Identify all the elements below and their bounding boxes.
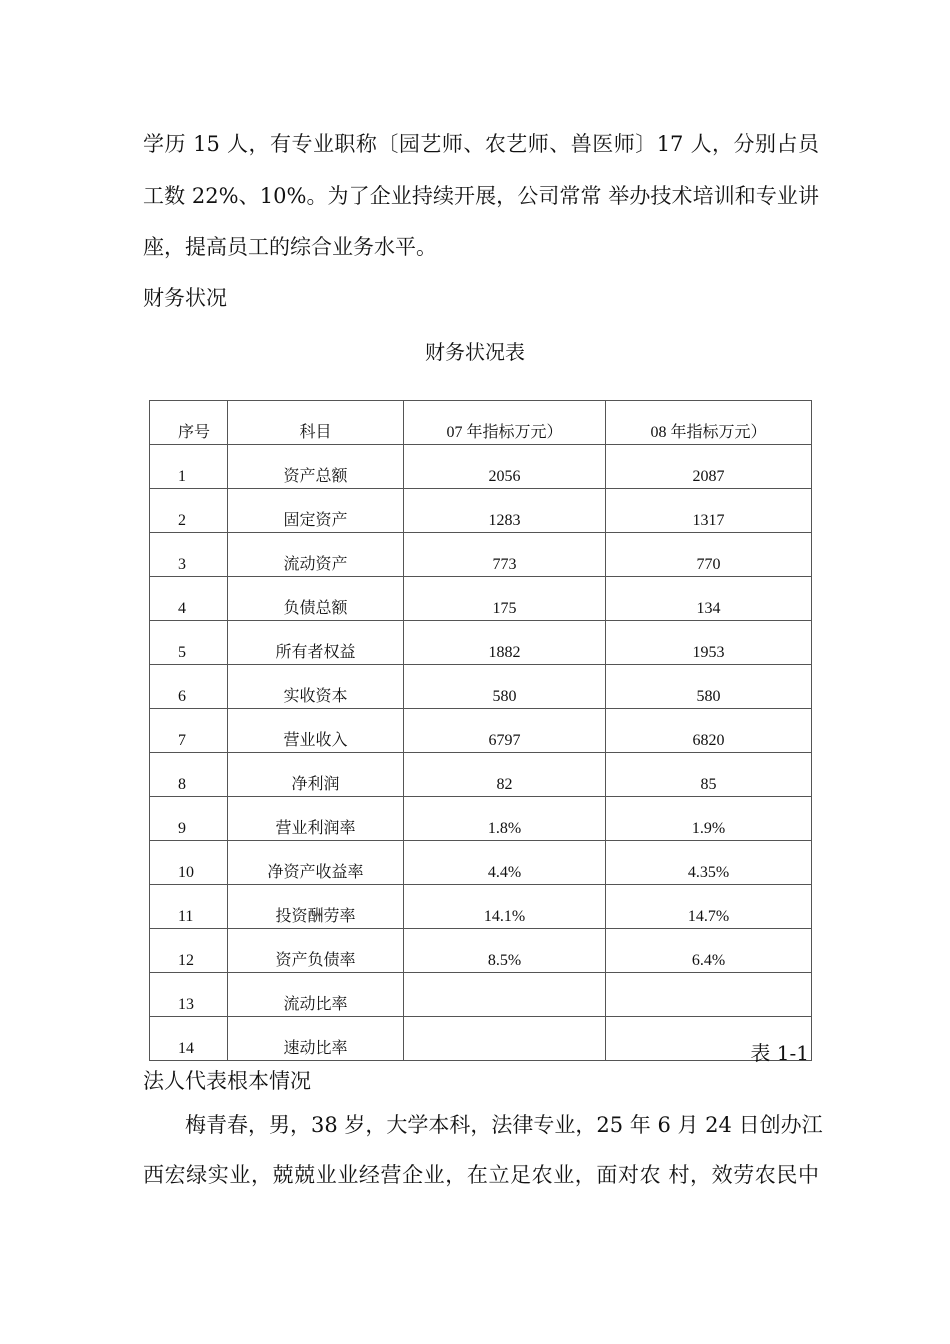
- header-2007: 07 年指标万元）: [404, 401, 606, 445]
- cell-2007: 14.1%: [404, 885, 606, 929]
- cell-seq: 4: [150, 577, 228, 621]
- cell-2008: 6.4%: [606, 929, 812, 973]
- table-row: [150, 533, 812, 577]
- cell-2008: 6820: [606, 709, 812, 753]
- cell-seq: 12: [150, 929, 228, 973]
- cell-2007: [404, 1017, 606, 1061]
- finance-table: [149, 400, 812, 1061]
- table-header-row: [150, 401, 812, 445]
- cell-2007: 6797: [404, 709, 606, 753]
- cell-2007: 2056: [404, 445, 606, 489]
- cell-subject: 速动比率: [228, 1017, 404, 1061]
- paragraph-top-line-1: 学历 15 人，有专业职称〔园艺师、农艺师、兽医师〕17 人，分别占员: [143, 132, 819, 156]
- cell-2008: 4.35%: [606, 841, 812, 885]
- cell-subject: 营业收入: [228, 709, 404, 753]
- cell-2007: [404, 973, 606, 1017]
- table-row: [150, 445, 812, 489]
- table-title: 财务状况表: [425, 340, 525, 364]
- table-row: [150, 885, 812, 929]
- cell-2008: 580: [606, 665, 812, 709]
- cell-2007: 82: [404, 753, 606, 797]
- cell-2008: 14.7%: [606, 885, 812, 929]
- cell-seq: 14: [150, 1017, 228, 1061]
- cell-seq: 2: [150, 489, 228, 533]
- header-subject: 科目: [228, 401, 404, 445]
- cell-subject: 负债总额: [228, 577, 404, 621]
- cell-seq: 13: [150, 973, 228, 1017]
- cell-seq: 3: [150, 533, 228, 577]
- table-row: [150, 797, 812, 841]
- cell-seq: 7: [150, 709, 228, 753]
- table-row: [150, 929, 812, 973]
- paragraph-top-line-2: 工数 22%、10%。为了企业持续开展，公司常常 举办技术培训和专业讲: [143, 184, 819, 208]
- cell-subject: 所有者权益: [228, 621, 404, 665]
- table-row: [150, 489, 812, 533]
- cell-seq: 8: [150, 753, 228, 797]
- cell-2007: 1.8%: [404, 797, 606, 841]
- cell-2007: 1283: [404, 489, 606, 533]
- section-heading-legal: 法人代表根本情况: [143, 1069, 311, 1093]
- table-row: [150, 621, 812, 665]
- cell-2007: 8.5%: [404, 929, 606, 973]
- cell-2008: 1953: [606, 621, 812, 665]
- paragraph-top-line-3: 座，提高员工的综合业务水平。: [143, 235, 437, 259]
- table-row: [150, 841, 812, 885]
- cell-2008: 1317: [606, 489, 812, 533]
- table-row: [150, 709, 812, 753]
- cell-subject: 投资酬劳率: [228, 885, 404, 929]
- cell-subject: 流动比率: [228, 973, 404, 1017]
- table-row: [150, 1017, 812, 1061]
- cell-2008: 134: [606, 577, 812, 621]
- cell-seq: 9: [150, 797, 228, 841]
- header-seq: 序号: [150, 401, 228, 445]
- cell-seq: 5: [150, 621, 228, 665]
- cell-2008: [606, 973, 812, 1017]
- cell-2007: 1882: [404, 621, 606, 665]
- cell-subject: 营业利润率: [228, 797, 404, 841]
- table-row: [150, 577, 812, 621]
- cell-subject: 流动资产: [228, 533, 404, 577]
- header-2008: 08 年指标万元）: [606, 401, 812, 445]
- paragraph-bottom-line-1: 梅青春，男，38 岁，大学本科，法律专业，25 年 6 月 24 日创办江: [185, 1113, 823, 1137]
- cell-2007: 773: [404, 533, 606, 577]
- paragraph-bottom-line-2: 西宏绿实业，兢兢业业经营企业，在立足农业，面对农 村，效劳农民中: [143, 1163, 819, 1187]
- table-row: [150, 973, 812, 1017]
- cell-2008: 85: [606, 753, 812, 797]
- cell-subject: 资产总额: [228, 445, 404, 489]
- cell-2008: 770: [606, 533, 812, 577]
- cell-2007: 580: [404, 665, 606, 709]
- cell-subject: 实收资本: [228, 665, 404, 709]
- cell-subject: 净资产收益率: [228, 841, 404, 885]
- cell-subject: 净利润: [228, 753, 404, 797]
- table-row: [150, 665, 812, 709]
- cell-2007: 4.4%: [404, 841, 606, 885]
- cell-2008: 2087: [606, 445, 812, 489]
- cell-2008: 1.9%: [606, 797, 812, 841]
- cell-subject: 固定资产: [228, 489, 404, 533]
- cell-seq: 10: [150, 841, 228, 885]
- cell-subject: 资产负债率: [228, 929, 404, 973]
- table-row: [150, 753, 812, 797]
- cell-2007: 175: [404, 577, 606, 621]
- cell-seq: 6: [150, 665, 228, 709]
- cell-seq: 11: [150, 885, 228, 929]
- section-heading-finance: 财务状况: [143, 286, 227, 310]
- cell-seq: 1: [150, 445, 228, 489]
- table-caption: 表 1-1: [750, 1041, 809, 1065]
